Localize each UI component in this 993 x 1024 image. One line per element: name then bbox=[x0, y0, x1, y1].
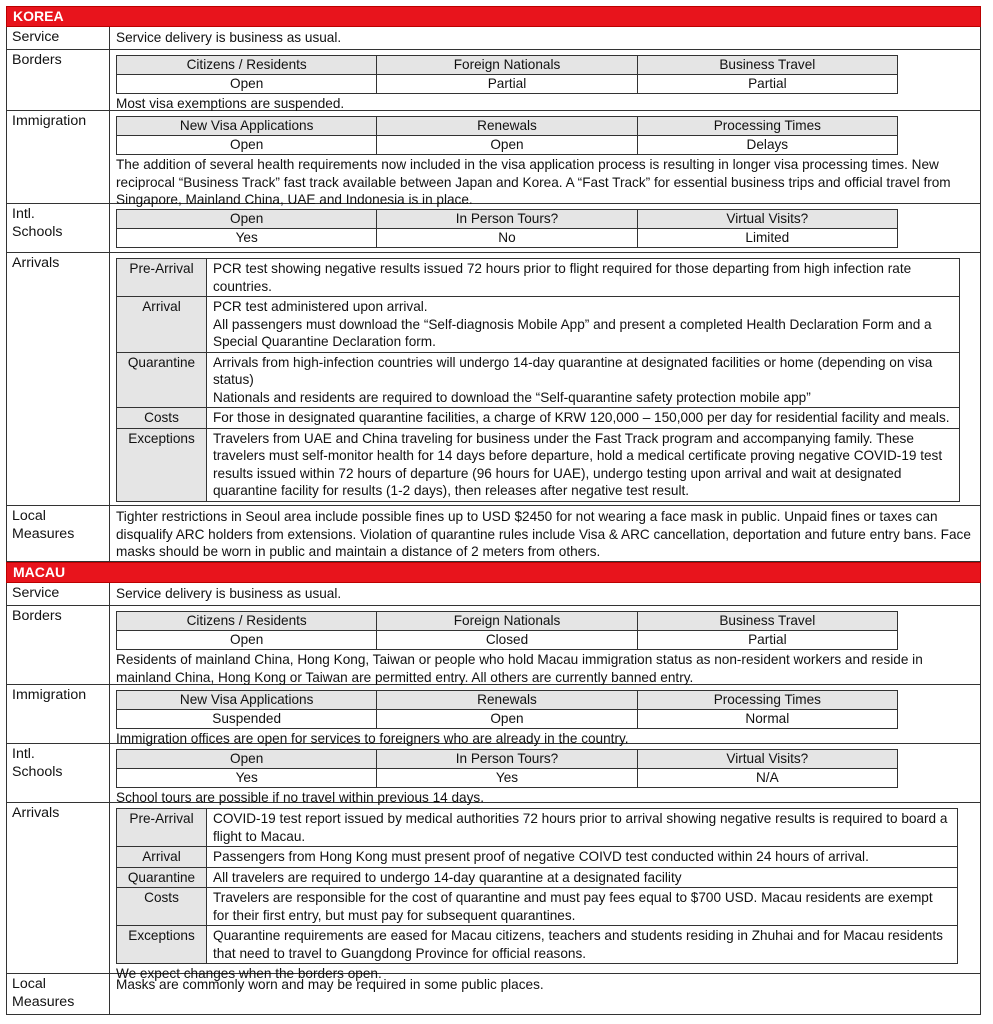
local-measures-text: Masks are commonly worn and may be required in some public places. bbox=[116, 977, 544, 992]
arrival-key: Quarantine bbox=[117, 867, 207, 888]
table-header-cell: New Visa Applications bbox=[117, 117, 377, 136]
table-cell: Open bbox=[117, 75, 377, 94]
borders-content bbox=[110, 606, 980, 684]
immigration-table bbox=[116, 116, 898, 155]
table-cell: Suspended bbox=[117, 710, 377, 729]
arrival-text: Passengers from Hong Kong must present proof of negative COIVD test conducted within 24 hours of arrival. bbox=[207, 847, 958, 868]
schools-table bbox=[116, 749, 898, 788]
arrivals-content bbox=[110, 803, 980, 981]
immigration-note: The addition of several health requirements now included in the visa application process is resulting in longer visa processing times. New reciprocal “Business Track” fast track available between Japan and Korea. A “Fast Track” for essential business trips and official travel from Singapore, Mainland China, UAE and Indonesia is in place. bbox=[116, 157, 951, 207]
row-label bbox=[7, 204, 110, 252]
immigration-table bbox=[116, 690, 898, 729]
row-label: Borders bbox=[7, 606, 110, 684]
table-row bbox=[117, 888, 958, 926]
arrival-key: Arrival bbox=[117, 297, 207, 353]
table-row bbox=[117, 297, 960, 353]
label-line: Measures bbox=[12, 994, 75, 1010]
table-row bbox=[117, 428, 960, 501]
table-cell: Limited bbox=[637, 229, 897, 248]
arrival-key: Quarantine bbox=[117, 352, 207, 408]
row-label: Service bbox=[7, 583, 110, 605]
table-header-cell: Foreign Nationals bbox=[377, 56, 637, 75]
table-header-cell: Open bbox=[117, 750, 377, 769]
table-header-cell: Processing Times bbox=[637, 117, 897, 136]
label-line: Schools bbox=[12, 764, 63, 780]
macau-arrivals-row bbox=[6, 803, 981, 981]
table-cell: Partial bbox=[377, 75, 637, 94]
country-report bbox=[6, 6, 981, 1015]
table-cell: Yes bbox=[117, 769, 377, 788]
table-row bbox=[117, 408, 960, 429]
row-label: Arrivals bbox=[7, 803, 110, 973]
row-label bbox=[7, 506, 110, 561]
table-cell: Open bbox=[117, 136, 377, 155]
table-cell: Partial bbox=[637, 631, 897, 650]
macau-service-row bbox=[6, 583, 981, 606]
schools-note: School tours are possible if no travel within previous 14 days. bbox=[116, 790, 484, 805]
table-row bbox=[117, 352, 960, 408]
local-measures-text: Tighter restrictions in Seoul area include possible fines up to USD $2450 for not wearing a face mask in public. Unpaid fines or taxes can disqualify ARC holders from extensions. Violation of quarantine rules include Visa & ARC cancellation, deportation and future entry bans. Face masks should be worn in public and maintain a distance of 2 meters from others. bbox=[116, 509, 971, 559]
borders-table bbox=[116, 611, 898, 650]
table-row bbox=[117, 809, 958, 847]
table-cell: Open bbox=[117, 631, 377, 650]
macau-local-row bbox=[6, 974, 981, 1015]
arrivals-content bbox=[110, 253, 980, 505]
table-header-cell: Citizens / Residents bbox=[117, 56, 377, 75]
borders-table bbox=[116, 55, 898, 94]
country-header-macau: MACAU bbox=[6, 562, 981, 583]
korea-local-row bbox=[6, 506, 981, 562]
table-cell: Open bbox=[377, 710, 637, 729]
table-header-cell: Business Travel bbox=[637, 612, 897, 631]
arrival-text: Travelers from UAE and China traveling for business under the Fast Track program and accompanying family. These travelers must self-monitor health for 14 days before departure, hold a medical certificate proving negative COVID-19 test results issued within 72 hours of departure (96 hours for UAE), undergo testing upon arrival and wait at designated quarantine facility for results (1-2 days), then releases after negative test result. bbox=[207, 428, 960, 501]
table-cell: N/A bbox=[637, 769, 897, 788]
schools-content bbox=[110, 744, 980, 805]
table-header-cell: Virtual Visits? bbox=[637, 210, 897, 229]
table-header-cell: New Visa Applications bbox=[117, 691, 377, 710]
table-header-cell: Processing Times bbox=[637, 691, 897, 710]
schools-content bbox=[110, 204, 980, 252]
macau-schools-row bbox=[6, 744, 981, 803]
arrivals-note: We expect changes when the borders open. bbox=[116, 966, 382, 981]
table-header-cell: Citizens / Residents bbox=[117, 612, 377, 631]
arrivals-table bbox=[116, 808, 958, 964]
label-line: Local bbox=[12, 508, 46, 524]
row-label: Arrivals bbox=[7, 253, 110, 505]
row-label: Immigration bbox=[7, 685, 110, 743]
service-text: Service delivery is business as usual. bbox=[116, 30, 342, 45]
arrival-text: COVID-19 test report issued by medical authorities 72 hours prior to arrival showing negative results is required to board a flight to Macau. bbox=[207, 809, 958, 847]
label-line: Local bbox=[12, 976, 46, 992]
arrival-text: Arrivals from high-infection countries will undergo 14-day quarantine at designated facilities or home (depending on visa status) Nationals and residents are required to download the “Self-quarantine safety protection mobile app” bbox=[207, 352, 960, 408]
arrival-text: All travelers are required to undergo 14-day quarantine at a designated facility bbox=[207, 867, 958, 888]
arrival-text: Travelers are responsible for the cost of quarantine and must pay fees equal to $700 USD. Macau residents are exempt for their first entry, but must pay for subsequent quarantines. bbox=[207, 888, 958, 926]
macau-borders-row bbox=[6, 606, 981, 685]
row-label: Immigration bbox=[7, 111, 110, 203]
label-line: Intl. bbox=[12, 746, 35, 762]
borders-note: Most visa exemptions are suspended. bbox=[116, 96, 345, 111]
schools-table bbox=[116, 209, 898, 248]
table-cell: Delays bbox=[637, 136, 897, 155]
table-cell: No bbox=[377, 229, 637, 248]
table-cell: Open bbox=[377, 136, 637, 155]
table-row bbox=[117, 847, 958, 868]
table-cell: Closed bbox=[377, 631, 637, 650]
macau-immigration-row bbox=[6, 685, 981, 744]
korea-schools-row bbox=[6, 204, 981, 253]
immigration-content bbox=[110, 111, 980, 207]
table-header-cell: In Person Tours? bbox=[377, 210, 637, 229]
table-header-cell: Foreign Nationals bbox=[377, 612, 637, 631]
korea-service-row bbox=[6, 27, 981, 50]
table-row bbox=[117, 926, 958, 964]
table-header-cell: Business Travel bbox=[637, 56, 897, 75]
arrival-key: Pre-Arrival bbox=[117, 809, 207, 847]
label-line: Schools bbox=[12, 224, 63, 240]
arrival-key: Exceptions bbox=[117, 926, 207, 964]
table-header-cell: Renewals bbox=[377, 691, 637, 710]
arrival-text: PCR test administered upon arrival. All passengers must download the “Self-diagnosis Mobile App” and present a completed Health Declaration Form and a Special Quarantine Declaration form. bbox=[207, 297, 960, 353]
table-header-cell: Open bbox=[117, 210, 377, 229]
borders-content bbox=[110, 50, 980, 110]
arrival-text: PCR test showing negative results issued 72 hours prior to flight required for those departing from high infection rate countries. bbox=[207, 259, 960, 297]
row-label: Borders bbox=[7, 50, 110, 110]
arrival-key: Arrival bbox=[117, 847, 207, 868]
table-cell: Normal bbox=[637, 710, 897, 729]
arrival-key: Costs bbox=[117, 888, 207, 926]
arrival-text: Quarantine requirements are eased for Macau citizens, teachers and students residing in Zhuhai and for Macau residents that need to travel to Guangdong Province for official reasons. bbox=[207, 926, 958, 964]
immigration-content bbox=[110, 685, 980, 746]
table-cell: Yes bbox=[377, 769, 637, 788]
table-header-cell: In Person Tours? bbox=[377, 750, 637, 769]
table-cell: Yes bbox=[117, 229, 377, 248]
arrival-text: For those in designated quarantine facilities, a charge of KRW 120,000 – 150,000 per day for residential facility and meals. bbox=[207, 408, 960, 429]
table-row bbox=[117, 259, 960, 297]
korea-borders-row bbox=[6, 50, 981, 111]
row-label bbox=[7, 974, 110, 1014]
arrivals-table bbox=[116, 258, 960, 502]
row-label bbox=[7, 744, 110, 802]
immigration-note: Immigration offices are open for services to foreigners who are already in the country. bbox=[116, 731, 629, 746]
arrival-key: Costs bbox=[117, 408, 207, 429]
label-line: Intl. bbox=[12, 206, 35, 222]
table-row bbox=[117, 867, 958, 888]
arrival-key: Exceptions bbox=[117, 428, 207, 501]
service-text: Service delivery is business as usual. bbox=[116, 586, 342, 601]
row-label: Service bbox=[7, 27, 110, 49]
table-cell: Partial bbox=[637, 75, 897, 94]
arrival-key: Pre-Arrival bbox=[117, 259, 207, 297]
borders-note: Residents of mainland China, Hong Kong, Taiwan or people who hold Macau immigration status as non-resident workers and reside in mainland China, Hong Kong or Taiwan are permitted entry. All others are currently banned entry. bbox=[116, 652, 923, 685]
korea-immigration-row bbox=[6, 111, 981, 207]
korea-arrivals-row bbox=[6, 253, 981, 506]
table-header-cell: Renewals bbox=[377, 117, 637, 136]
country-header-korea: KOREA bbox=[6, 6, 981, 27]
table-header-cell: Virtual Visits? bbox=[637, 750, 897, 769]
label-line: Measures bbox=[12, 526, 75, 542]
